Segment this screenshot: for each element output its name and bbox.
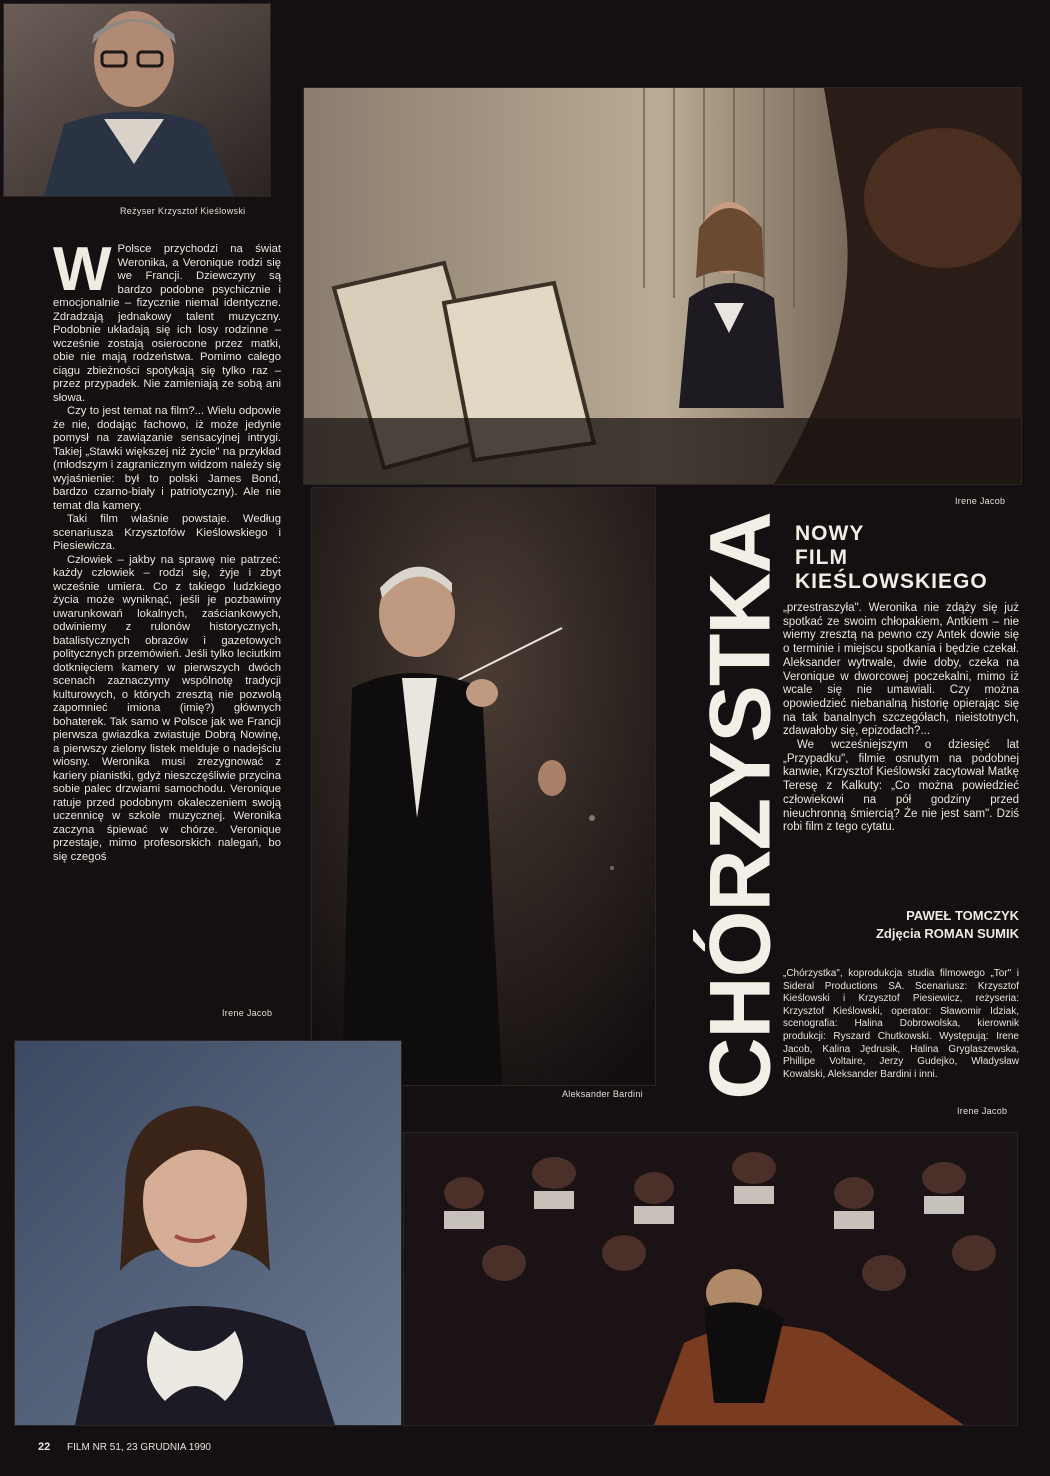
article-title: CHÓRZYSTKA <box>692 512 789 1100</box>
dropcap: W <box>53 235 112 304</box>
director-photo <box>3 3 271 197</box>
issue-info: FILM NR 51, 23 GRUDNIA 1990 <box>67 1442 211 1453</box>
bardini-photo-illustration <box>312 488 655 1085</box>
article-right-column <box>783 602 1019 835</box>
irene-bottom-photo <box>14 1040 402 1426</box>
page-number: 22 <box>38 1441 51 1453</box>
irene-bottom-caption: Irene Jacob <box>957 1106 1008 1116</box>
subtitle-line: FILM <box>795 546 848 569</box>
author-byline: PAWEŁ TOMCZYK <box>906 908 1019 923</box>
irene-bottom-photo-illustration <box>15 1041 401 1425</box>
article-paragraph: We wcześniejszym o dziesięć lat „Przypadku", filmie osnutym na podobnej kanwie, Krzysztof Kieślowski zacytował Matkę Teresę z Kalkuty: „Co można powiedzieć człowiekowi na pół godziny przed nieuchronną śmiercią? Że nie jest sam". Dziś robi film z tego cytatu. <box>783 739 1019 834</box>
director-photo-illustration <box>4 4 270 196</box>
photos-byline: Zdjęcia ROMAN SUMIK <box>875 926 1019 941</box>
article-paragraph: Taki film właśnie powstaje. Według scenariusza Krzysztofów Kieślowskiego i Piesiewicza. <box>53 513 281 552</box>
orchestra-photo <box>403 1132 1018 1426</box>
director-caption: Reżyser Krzysztof Kieślowski <box>120 206 246 216</box>
article-paragraph: Polsce przychodzi na świat Weronika, a Veronique rodzi się we Francji. Dziewczyny są bardzo podobne psychicznie i emocjonalnie – fizycznie niemal identyczne. Zdradzają jednakowy talent muzyczny. Podobnie układają się ich losy rodzinne – wcześnie zostają osierocone przez matki, obie nie mają rodzeństwa. Pomimo całego ciągu zbieżności spotykają się tylko raz – przez przypadek. Nie zamieniają ze sobą ani słowa. <box>53 243 281 404</box>
irene-top-caption: Irene Jacob <box>955 496 1006 506</box>
irene-top-photo-illustration <box>304 88 1021 484</box>
film-credits: „Chórzystka", koprodukcja studia filmowego „Tor" i Sideral Productions SA. Scenariusz: Krzysztof Kieślowski i Krzysztof Piesiewicz, reżyseria: Krzysztof Kieślowski, operator: Sławomir Idziak, scenografia: Halina Dobrowolska, kierownik produkcji: Ryszard Chutkowski. Występują: Irene Jacob, Kalina Jędrusik, Halina Gryglaszewska, Phillipe Voltaire, Jerzy Gudejko, Władysław Kowalski, Aleksander Bardini i inni. <box>783 968 1019 1080</box>
article-paragraph: Czy to jest temat na film?... Wielu odpowie że nie, dodając fachowo, iż może jedynie pomysł na zawiązanie sensacyjnej intrygi. Takiej „Stawki większej niż życie" na przykład (młodszym i zagranicznym widzom należy się wyjaśnienie: był to polski James Bond, bardzo czarno-biały i patriotyczny). Ale nie temat dla kamery. <box>53 405 281 512</box>
subtitle-line: NOWY <box>795 522 865 545</box>
bardini-photo <box>311 487 656 1086</box>
irene-left-caption: Irene Jacob <box>222 1008 273 1018</box>
orchestra-photo-illustration <box>404 1133 1017 1425</box>
subtitle-line: KIEŚLOWSKIEGO <box>795 570 988 593</box>
article-subtitle <box>795 522 1015 594</box>
article-paragraph: Człowiek – jakby na sprawę nie patrzeć: każdy człowiek – rodzi się, żyje i zbyt wcześnie umiera. Co z takiego ludzkiego życia może wyniknąć, jeśli je pozbawimy uwarunkowań lokalnych, zaściankowych, odwiniemy z rulonów historycznych, batalistycznych obrazów i gazetowych politycznych przemówień. Jeśli tylko leciutkim dotknięciem kamery w pierwszych dwóch scenach zaznaczymy wspólnotę tradycji kulturowych, o których zresztą nie pozwolą zapomnieć imiona (imię?) głównych bohaterek. Tak samo w Polsce jak we Francji pierwsza gwiazdka zwiastuje Dobrą Nowinę, a pierwszy zielony listek melduje o nadejściu wiosny. Weronika musi zrezygnować z kariery pianistki, gdyż nieszczęśliwie przycina sobie palec drzwiami samochodu. Veronique ratuje przed podobnym okaleczeniem swoją uczennicę w szkole muzycznej. Weronika zaczyna śpiewać w chórze. Veronique przestaje, mimo profesorskich nalegań, bo się czegoś <box>53 553 281 863</box>
page-footer <box>38 1441 211 1453</box>
irene-top-photo <box>303 87 1022 485</box>
bardini-caption: Aleksander Bardini <box>562 1089 643 1099</box>
article-left-column <box>53 235 281 864</box>
article-paragraph: „przestraszyła". Weronika nie zdąży się już spotkać ze swoim chłopakiem, Antkiem – nie wiemy zresztą na pewno czy Antek dowie się o terminie i miejscu spotkania i będzie czekał. Aleksander wytrwale, dwie doby, czeka na Veronique w dworcowej poczekalni, mimo iż wcale się nie umawiali. Czy można opowiedzieć niebanalną historię opierając się na tak banalnych szczegółach, nieistotnych, zdawałoby się, epizodach?... <box>783 602 1019 738</box>
